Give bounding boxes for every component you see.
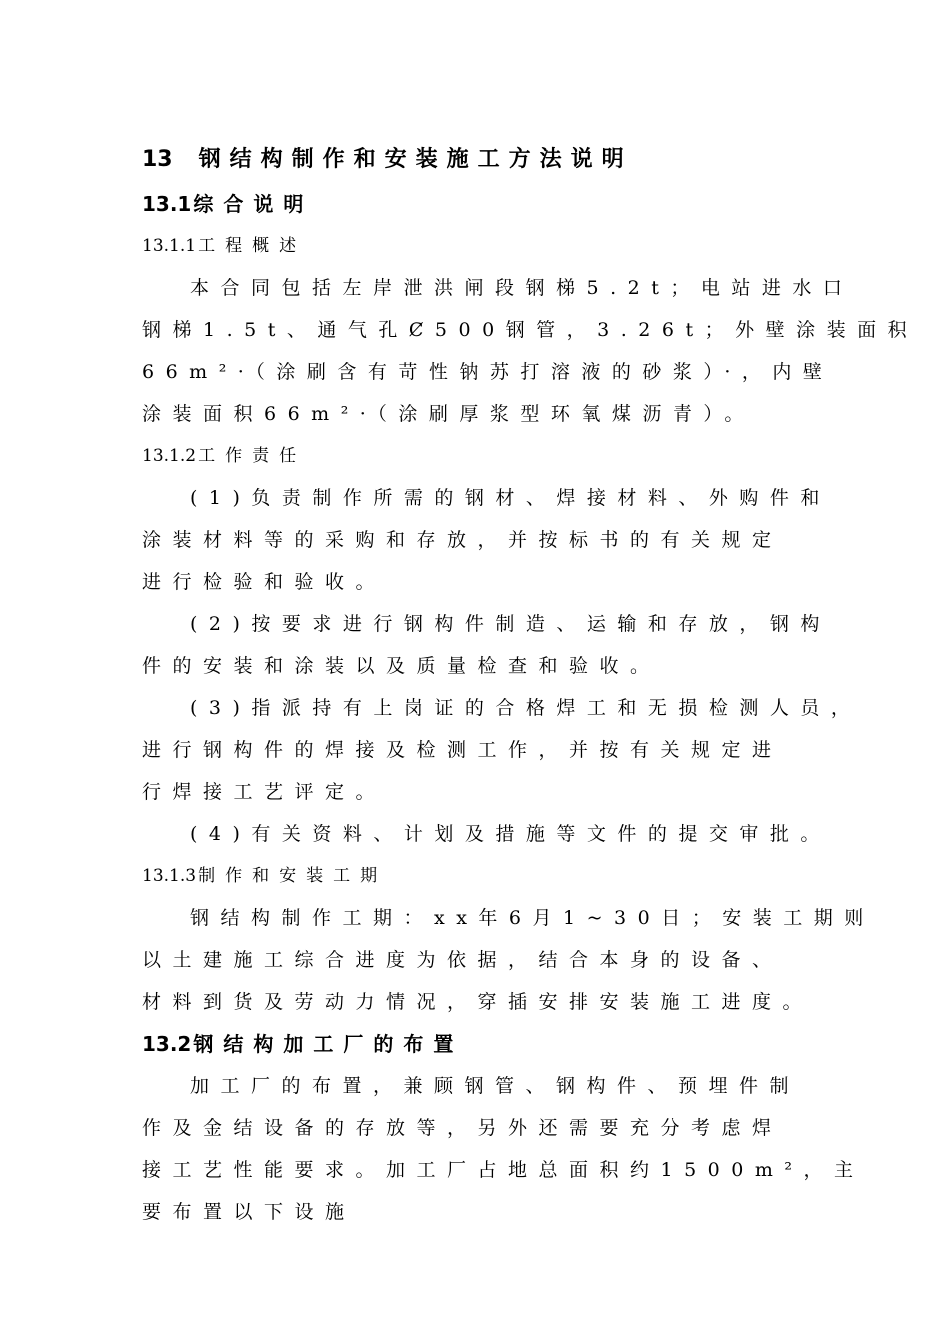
subsection-number: 13.1 [142, 192, 192, 216]
section-number: 13 [142, 147, 173, 172]
section-heading [142, 148, 838, 172]
subsection-heading-13-1 [142, 192, 838, 216]
list-item-line: (1)负责制作所需的钢材、焊接材料、外购件和 [190, 487, 831, 509]
list-item-line: 涂装材料等的采购和存放，并按标书的有关规定 [142, 529, 783, 551]
paragraph-line: 本合同包括左岸泄洪闸段钢梯5.2t；电站进水口 [190, 277, 854, 299]
subsubsection-title: 工程概述 [198, 236, 307, 256]
subsubsection-title: 工作责任 [198, 446, 307, 466]
subsection-number: 13.2 [142, 1032, 192, 1056]
list-item-line: 件的安装和涂装以及质量检查和验收。 [142, 655, 661, 677]
list-item-line: 行焊接工艺评定。 [142, 781, 387, 803]
subsubsection-number: 13.1.1 [142, 236, 197, 256]
subsection-title: 钢结构加工厂的布置 [193, 1032, 464, 1056]
subsubsection-title: 制作和安装工期 [198, 866, 388, 886]
paragraph-line: 66m²·（涂刷含有苛性钠苏打溶液的砂浆）·，内壁 [142, 361, 834, 383]
subsubsection-number: 13.1.2 [142, 446, 197, 466]
list-item-line: (2)按要求进行钢构件制造、运输和存放，钢构 [190, 613, 831, 635]
list-item-line: 进行检验和验收。 [142, 571, 387, 593]
subsubsection-heading-13-1-3 [142, 864, 838, 888]
subsection-heading-13-2 [142, 1032, 838, 1056]
subsubsection-heading-13-1-2 [142, 444, 838, 468]
subsubsection-number: 13.1.3 [142, 866, 197, 886]
subsubsection-heading-13-1-1 [142, 234, 838, 258]
list-item-line: (4)有关资料、计划及措施等文件的提交审批。 [190, 823, 831, 845]
list-item-line: (3)指派持有上岗证的合格焊工和无损检测人员， [190, 697, 862, 719]
paragraph-line: 材料到货及劳动力情况，穿插安排安装施工进度。 [142, 991, 814, 1013]
paragraph-line: 涂装面积66m²·（涂刷厚浆型环氧煤沥青）。 [142, 403, 755, 425]
paragraph-line: 接工艺性能要求。加工厂占地总面积约1500m²，主 [142, 1159, 865, 1181]
section-title: 钢结构制作和安装施工方法说明 [198, 147, 633, 172]
paragraph-line: 钢梯1.5t、通气孔Ȼ500钢管，3.26t；外壁涂装面积 [142, 319, 919, 341]
list-item-line: 进行钢构件的焊接及检测工作，并按有关规定进 [142, 739, 783, 761]
paragraph-line: 以土建施工综合进度为依据，结合本身的设备、 [142, 949, 783, 971]
paragraph-line: 要布置以下设施 [142, 1201, 356, 1223]
paragraph-line: 加工厂的布置，兼顾钢管、钢构件、预埋件制 [190, 1075, 801, 1097]
paragraph-line: 作及金结设备的存放等，另外还需要充分考虑焊 [142, 1117, 783, 1139]
subsection-title: 综合说明 [193, 192, 314, 216]
paragraph-line: 钢结构制作工期：xx年6月1~30日；安装工期则 [190, 907, 875, 929]
